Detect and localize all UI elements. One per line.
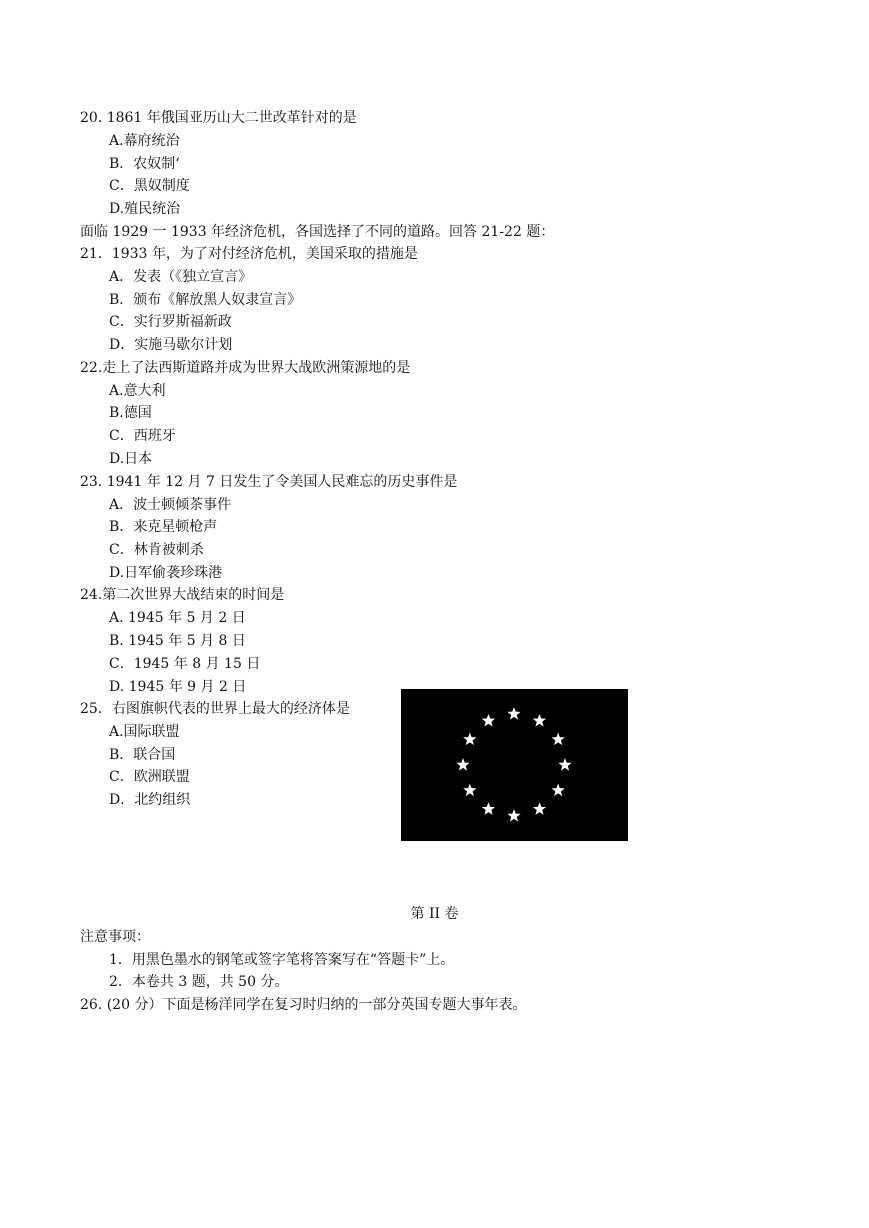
star-icon [558, 758, 571, 771]
q22-option-c: C．西班牙 [109, 428, 176, 444]
q22-stem: 22.走上了法西斯道路并成为世界大战欧洲策源地的是 [80, 360, 411, 376]
q25-option-a: A.国际联盟 [109, 724, 180, 740]
star-icon [533, 802, 546, 815]
q25-option-b: B．联合国 [109, 747, 176, 763]
q21-option-a: A．发表（《独立宣言》 [109, 269, 253, 285]
q21-option-d: D．实施马歇尔计划 [109, 337, 233, 353]
star-icon [507, 707, 520, 720]
notice-item-1: 1．用黑色墨水的钢笔或签字笔将答案写在“答题卡”上。 [109, 952, 455, 968]
q24-option-d: D. 1945 年 9 月 2 日 [109, 679, 247, 695]
q23-option-d: D.日军偷袭珍珠港 [109, 565, 223, 581]
q22-option-b: B.德国 [109, 405, 152, 421]
q22-option-d: D.日本 [109, 451, 153, 467]
q25-option-c: C．欧洲联盟 [109, 769, 190, 785]
q21-option-b: B．颁布《解放黑人奴隶宣言》 [109, 292, 302, 308]
intro-21-22: 面临 1929 一 1933 年经济危机，各国选择了不同的道路。回答 21-22 题： [80, 224, 555, 240]
star-icon [552, 784, 565, 797]
q23-option-a: A．波士顿倾茶事件 [109, 497, 232, 513]
q23-option-c: C．林肯被刺杀 [109, 542, 204, 558]
q24-stem: 24.第二次世界大战结束的时间是 [80, 587, 285, 603]
q20-option-a: A.幕府统治 [109, 133, 180, 149]
star-icon [482, 714, 495, 727]
q20-option-c: C．黑奴制度 [109, 178, 190, 194]
q21-option-c: C．实行罗斯福新政 [109, 314, 232, 330]
q20-option-d: D.殖民统治 [109, 201, 181, 217]
star-icon [463, 733, 476, 746]
star-icon [463, 784, 476, 797]
q24-option-b: B. 1945 年 5 月 8 日 [109, 633, 246, 649]
q25-stem: 25．右图旗帜代表的世界上最大的经济体是 [80, 701, 350, 717]
star-icon [482, 802, 495, 815]
notice-item-2: 2．本卷共 3 题，共 50 分。 [109, 974, 289, 990]
star-icon [552, 733, 565, 746]
q23-stem: 23. 1941 年 12 月 7 日发生了令美国人民难忘的历史事件是 [80, 474, 458, 490]
star-icon [456, 758, 469, 771]
star-icon [533, 714, 546, 727]
flag-graphic [401, 689, 628, 841]
q20-stem: 20. 1861 年俄国亚历山大二世改革针对的是 [80, 110, 357, 126]
q22-option-a: A.意大利 [109, 383, 166, 399]
q23-option-b: B．来克星顿枪声 [109, 519, 218, 535]
q24-option-c: C．1945 年 8 月 15 日 [109, 656, 261, 672]
q26-stem: 26. (20 分）下面是杨洋同学在复习时归纳的一部分英国专题大事年表。 [80, 997, 527, 1013]
notice-label: 注意事项： [80, 929, 150, 945]
q24-option-a: A. 1945 年 5 月 2 日 [109, 610, 246, 626]
star-icon [507, 809, 520, 822]
q20-option-b: B．农奴制‘ [109, 156, 180, 172]
q21-stem: 21．1933 年，为了对付经济危机，美国采取的措施是 [80, 246, 418, 262]
section-title: 第 II 卷 [410, 906, 459, 922]
eu-flag-icon [401, 689, 628, 841]
q25-option-d: D．北约组织 [109, 792, 191, 808]
